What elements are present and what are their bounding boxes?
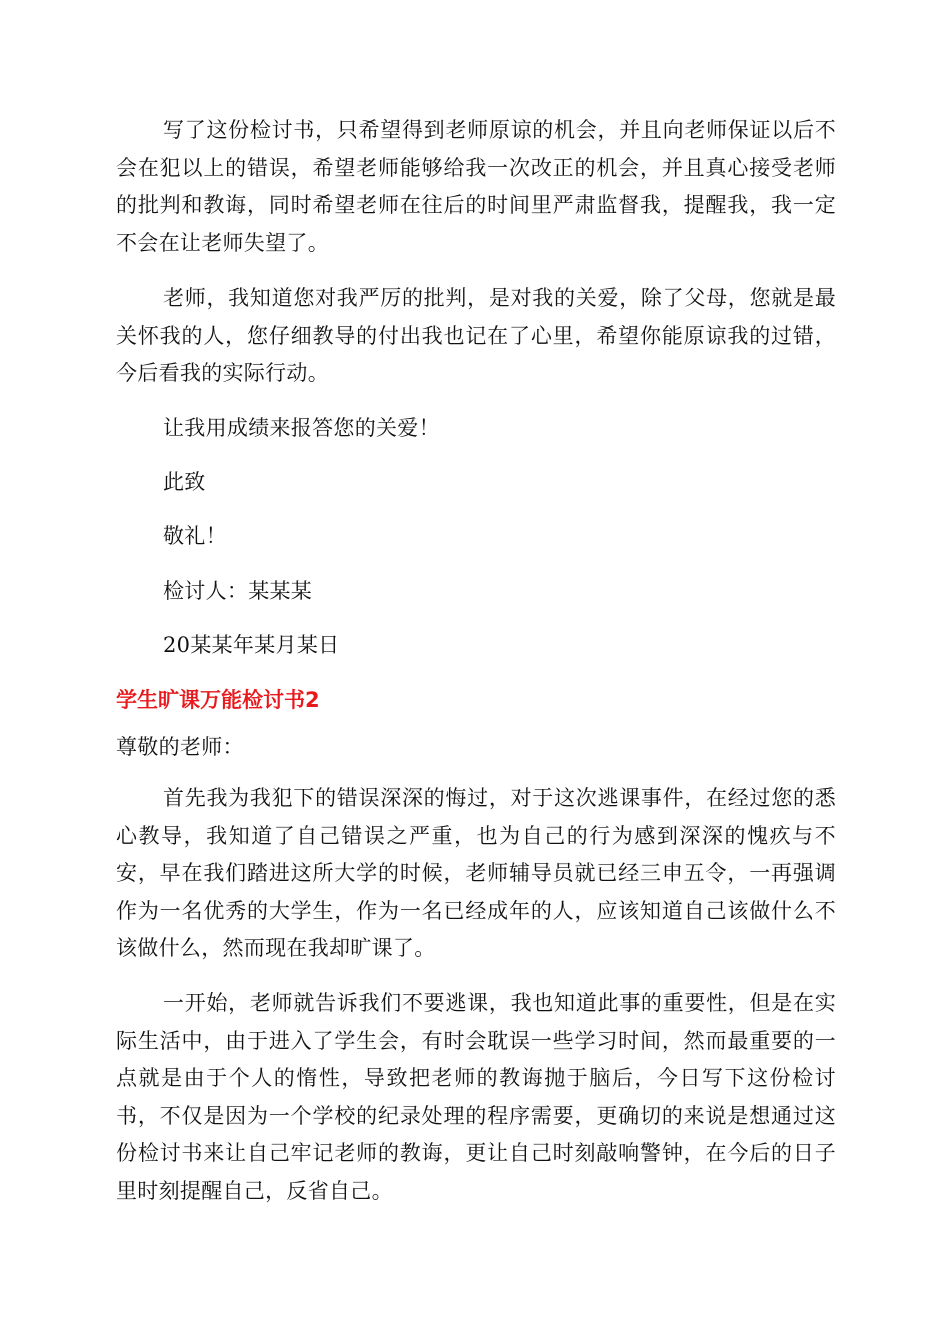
paragraph-reflection: 一开始，老师就告诉我们不要逃课，我也知道此事的重要性，但是在实际生活中，由于进入了学生会，有时会耽误一些学习时间，然而最重要的一点就是由于个人的惰性，导致把老师的教诲抛于脑后，今日写下这份检讨书，不仅是因为一个学校的纪录处理的程序需要，更确切的来说是想通过这份检讨书来让自己牢记老师的教诲，更让自己时刻敲响警钟，在今后的日子里时刻提醒自己，反省自己。 [116, 991, 836, 1203]
salutation: 尊敬的老师： [116, 735, 244, 759]
date-line: 20某某年某月某日 [163, 633, 340, 657]
paragraph-apology-commitment: 写了这份检讨书，只希望得到老师原谅的机会，并且向老师保证以后不会在犯以上的错误，希望老师能够给我一次改正的机会，并且真心接受老师的批判和教诲，同时希望老师在往后的时间里严肃监督我，提醒我，我一定不会在让老师失望了。 [116, 118, 836, 255]
closing-cizhi: 此致 [163, 470, 206, 494]
closing-line: 让我用成绩来报答您的关爱！ [163, 416, 440, 440]
signature-line: 检讨人：某某某 [163, 579, 313, 603]
closing-jingli: 敬礼！ [163, 524, 227, 548]
paragraph-gratitude: 老师，我知道您对我严厉的批判，是对我的关爱，除了父母，您就是最关怀我的人，您仔细教导的付出我也记在了心里，希望你能原谅我的过错，今后看我的实际行动。 [116, 286, 836, 386]
paragraph-remorse: 首先我为我犯下的错误深深的悔过，对于这次逃课事件，在经过您的悉心教导，我知道了自己错误之严重，也为自己的行为感到深深的愧疚与不安，早在我们踏进这所大学的时候，老师辅导员就已经三申五令，一再强调作为一名优秀的大学生，作为一名已经成年的人，应该知道自己该做什么不该做什么，然而现在我却旷课了。 [116, 786, 836, 961]
section-title: 学生旷课万能检讨书2 [116, 688, 320, 712]
